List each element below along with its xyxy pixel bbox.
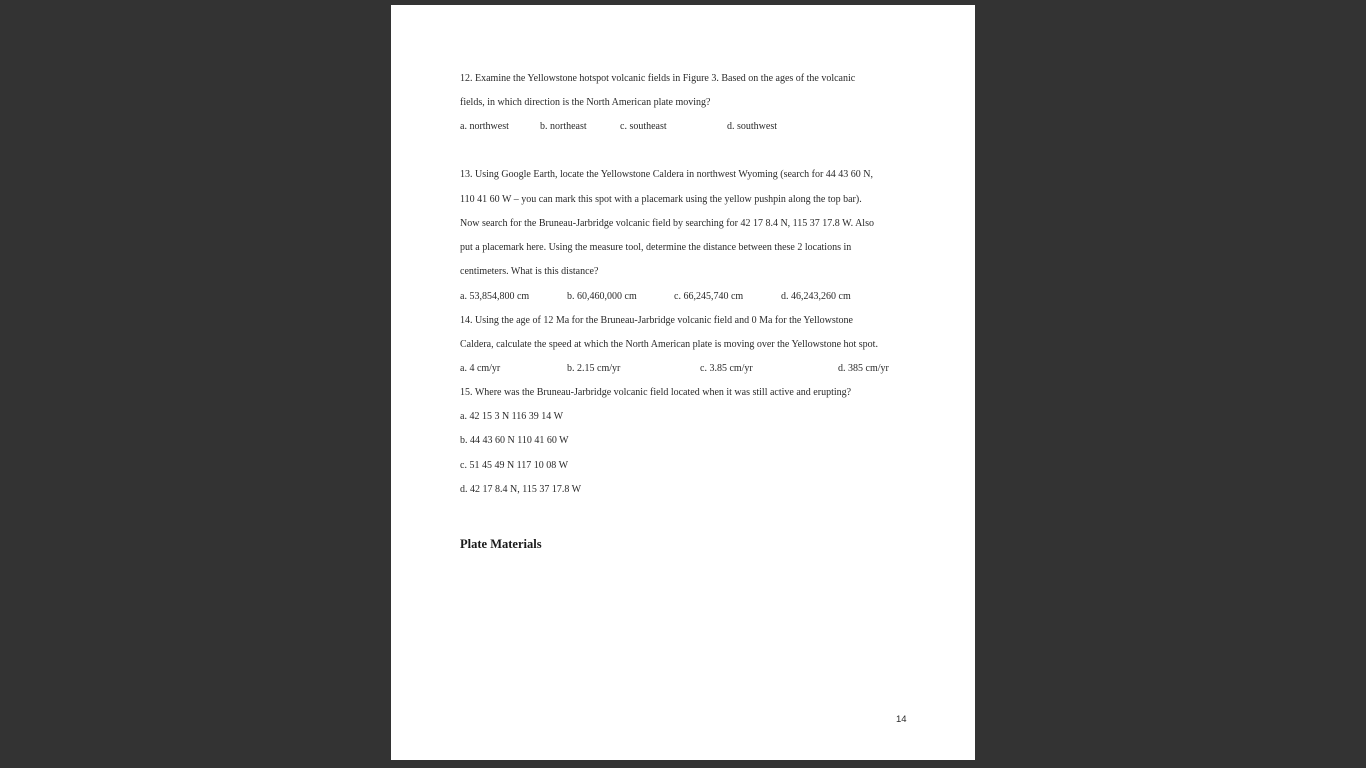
question-13-option-a: a. 53,854,800 cm (460, 291, 530, 302)
question-13-line-2: 110 41 60 W – you can mark this spot with a placemark using the yellow pushpin along the top bar). (460, 194, 862, 205)
question-12-option-a: a. northwest (460, 121, 509, 132)
question-13-line-1: 13. Using Google Earth, locate the Yellowstone Caldera in northwest Wyoming (search for 44 43 60 N, (460, 169, 874, 180)
question-15-option-c: c. 51 45 49 N 117 10 08 W (460, 460, 569, 471)
question-14-option-c: c. 3.85 cm/yr (700, 363, 753, 374)
question-14-option-d: d. 385 cm/yr (838, 363, 889, 374)
question-13-line-4: put a placemark here. Using the measure tool, determine the distance between these 2 locations in (460, 242, 852, 253)
question-12-option-c: c. southeast (620, 121, 667, 132)
question-14-option-a: a. 4 cm/yr (460, 363, 501, 374)
question-15-option-b: b. 44 43 60 N 110 41 60 W (460, 435, 569, 446)
question-12-option-b: b. northeast (540, 121, 587, 132)
question-13-option-c: c. 66,245,740 cm (674, 291, 744, 302)
question-15-line-1: 15. Where was the Bruneau-Jarbridge volcanic field located when it was still active and erupting? (460, 387, 852, 398)
question-13-option-b: b. 60,460,000 cm (567, 291, 637, 302)
question-12-option-d: d. southwest (727, 121, 777, 132)
question-12-line-1: 12. Examine the Yellowstone hotspot volcanic fields in Figure 3. Based on the ages of the volcanic (460, 73, 856, 84)
question-15-option-a: a. 42 15 3 N 116 39 14 W (460, 411, 564, 422)
question-14-option-b: b. 2.15 cm/yr (567, 363, 621, 374)
question-13-line-3: Now search for the Bruneau-Jarbridge volcanic field by searching for 42 17 8.4 N, 115 37 17.8 W. Also (460, 218, 874, 229)
question-13-option-d: d. 46,243,260 cm (781, 291, 851, 302)
document-page (391, 5, 975, 760)
question-14-line-1: 14. Using the age of 12 Ma for the Bruneau-Jarbridge volcanic field and 0 Ma for the Yellowstone (460, 315, 853, 326)
section-heading: Plate Materials (460, 537, 542, 551)
question-14-line-2: Caldera, calculate the speed at which the North American plate is moving over the Yellowstone hot spot. (460, 339, 878, 350)
page-number: 14 (896, 714, 907, 725)
question-13-line-5: centimeters. What is this distance? (460, 266, 599, 277)
question-15-option-d: d. 42 17 8.4 N, 115 37 17.8 W (460, 484, 582, 495)
question-12-line-2: fields, in which direction is the North American plate moving? (460, 97, 711, 108)
